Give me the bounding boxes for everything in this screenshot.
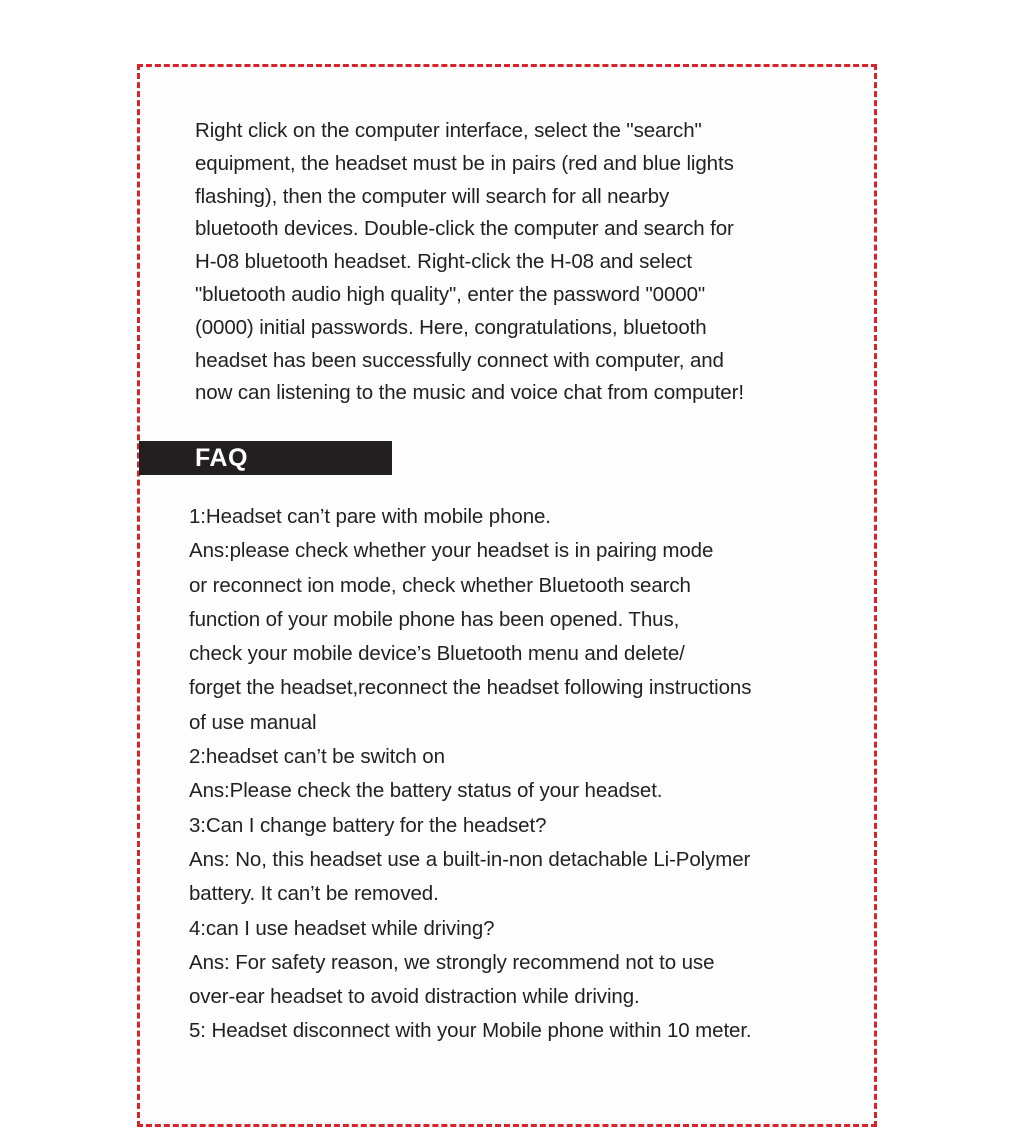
- intro-line: equipment, the headset must be in pairs (red and blue lights: [195, 151, 734, 175]
- faq-line: Ans:please check whether your headset is in pairing mode: [189, 539, 714, 563]
- faq-line: 1:Headset can’t pare with mobile phone.: [189, 505, 551, 528]
- faq-line: Ans: No, this headset use a built-in-non detachable Li-Polymer: [189, 847, 751, 871]
- faq-line: 3:Can I change battery for the headset?: [189, 813, 547, 837]
- intro-line: now can listening to the music and voice chat from computer!: [195, 381, 744, 405]
- faq-list: [189, 500, 869, 1049]
- faq-heading: FAQ: [195, 444, 248, 472]
- bluetooth-pairing-instructions: [195, 115, 855, 410]
- faq-line: check your mobile device’s Bluetooth menu and delete/: [189, 642, 685, 666]
- faq-banner: [139, 441, 392, 475]
- faq-line: Ans:Please check the battery status of your headset.: [189, 779, 663, 803]
- intro-line: bluetooth devices. Double-click the computer and search for: [195, 217, 734, 241]
- faq-line: battery. It can’t be removed.: [189, 882, 439, 906]
- intro-line: "bluetooth audio high quality", enter the password "0000": [195, 282, 706, 306]
- intro-line: H-08 bluetooth headset. Right-click the H-08 and select: [195, 250, 693, 274]
- faq-line: 4:can I use headset while driving?: [189, 916, 495, 940]
- faq-line: of use manual: [189, 710, 317, 734]
- intro-line: Right click on the computer interface, select the "search": [195, 119, 702, 142]
- faq-line: function of your mobile phone has been opened. Thus,: [189, 607, 680, 631]
- intro-line: headset has been successfully connect with computer, and: [195, 348, 724, 372]
- faq-line: Ans: For safety reason, we strongly recommend not to use: [189, 950, 715, 974]
- intro-line: flashing), then the computer will search for all nearby: [195, 184, 670, 208]
- faq-line: or reconnect ion mode, check whether Bluetooth search: [189, 573, 691, 597]
- faq-line: 2:headset can’t be switch on: [189, 745, 445, 769]
- faq-line: over-ear headset to avoid distraction while driving.: [189, 985, 640, 1009]
- intro-line: (0000) initial passwords. Here, congratulations, bluetooth: [195, 315, 707, 339]
- faq-line: forget the headset,reconnect the headset following instructions: [189, 676, 752, 700]
- faq-line: 5: Headset disconnect with your Mobile phone within 10 meter.: [189, 1019, 752, 1043]
